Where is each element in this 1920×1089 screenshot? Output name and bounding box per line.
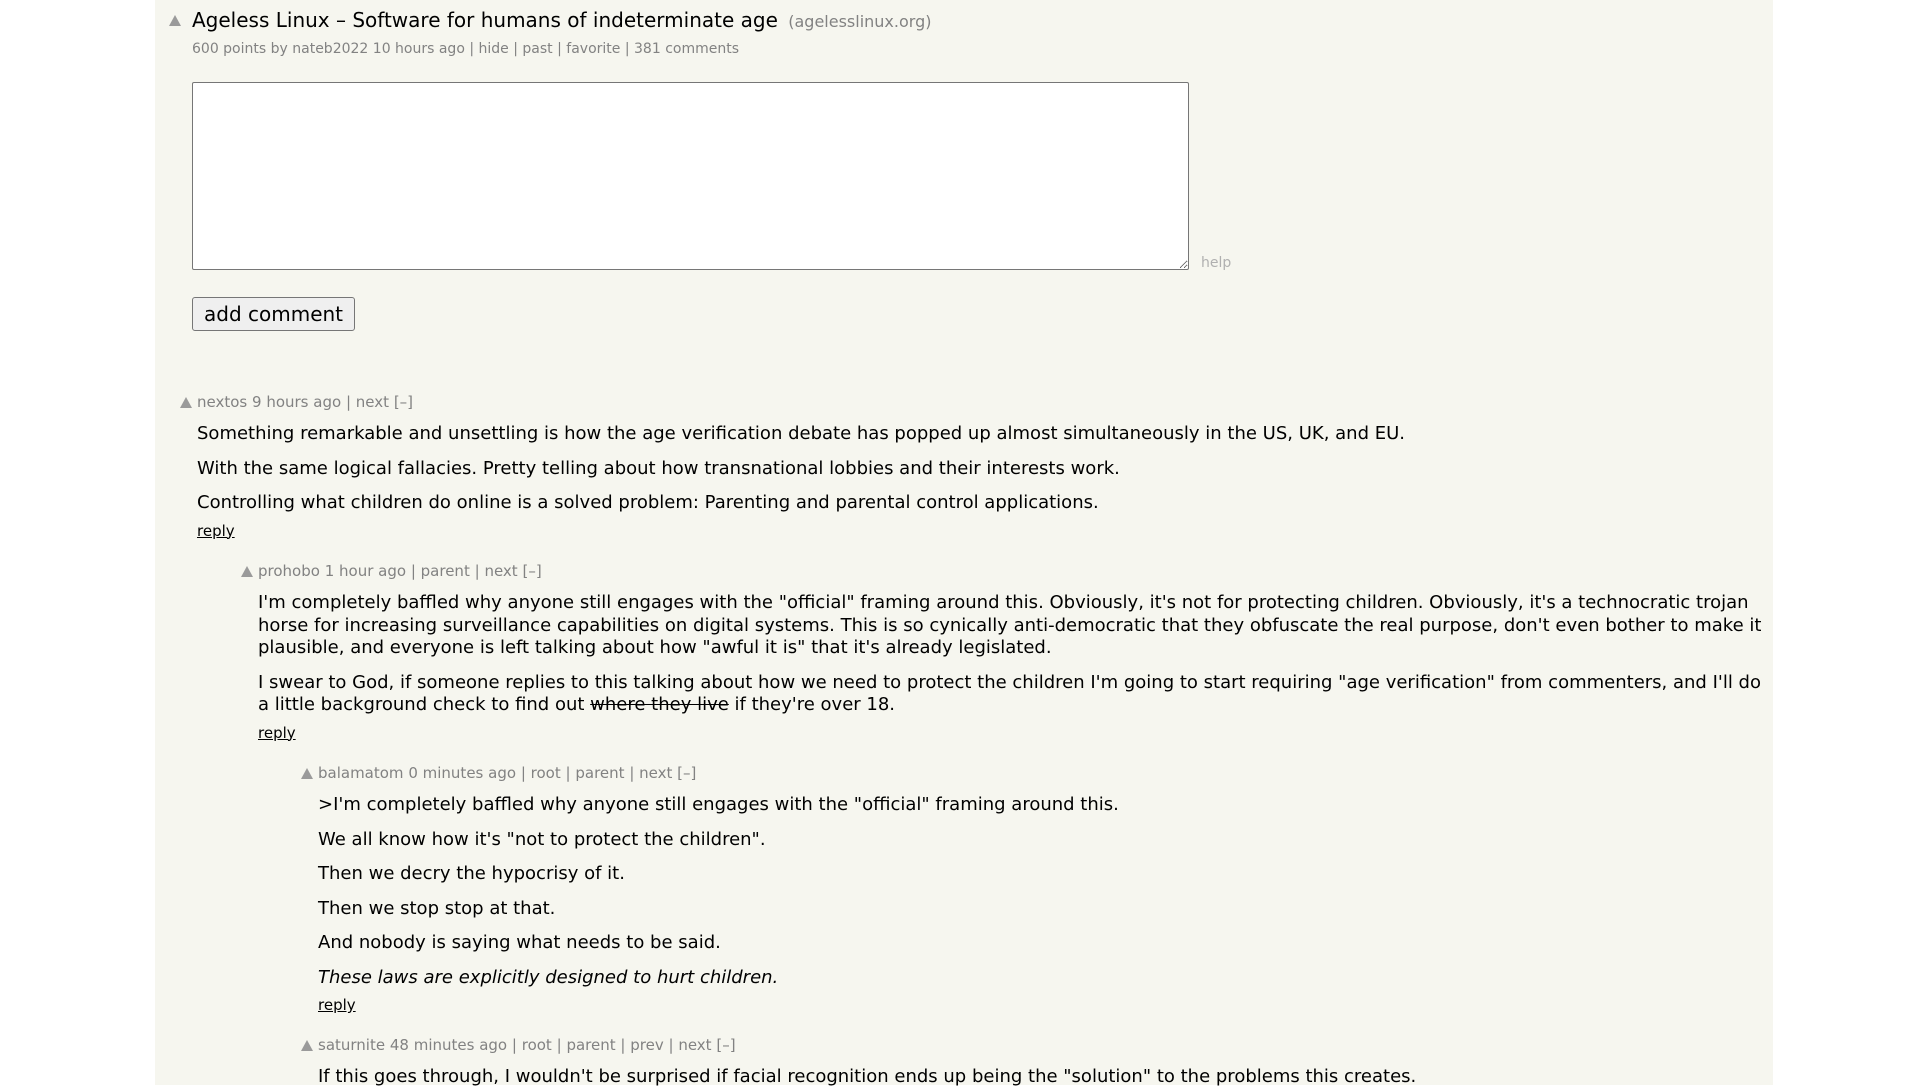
comment-age-link[interactable]: 0 minutes ago <box>408 764 517 782</box>
story-age-link[interactable]: 10 hours ago <box>372 41 465 57</box>
separator: | <box>410 562 416 580</box>
collapse-toggle[interactable]: [–] <box>522 562 542 580</box>
page-content <box>155 0 1773 1085</box>
comments-count-link[interactable]: 381 comments <box>634 41 739 57</box>
story-subtext <box>192 41 739 57</box>
collapse-toggle[interactable]: [–] <box>716 1036 736 1054</box>
reply-row <box>258 724 1763 742</box>
reply-row <box>318 996 1763 1014</box>
comment-paragraph: If this goes through, I wouldn't be surprised if facial recognition ends up being the "solution" to the problems this creates. <box>318 1066 1417 1087</box>
parent-link[interactable]: parent <box>420 562 470 580</box>
formatting-help-link[interactable]: help <box>1201 255 1232 271</box>
story-title-line <box>192 8 931 32</box>
separator: | <box>469 41 475 57</box>
comment-paragraph: And nobody is saying what needs to be said. <box>318 932 721 953</box>
comment-body <box>318 1066 1763 1089</box>
upvote-arrow-icon[interactable] <box>241 566 253 577</box>
separator: | <box>620 1036 626 1054</box>
collapse-toggle[interactable]: [–] <box>393 393 414 411</box>
comment-age-link[interactable]: 9 hours ago <box>252 393 342 411</box>
comment-user-link[interactable]: balamatom <box>318 764 404 782</box>
comment-nextos <box>197 393 1763 540</box>
story-user-link[interactable]: nateb2022 <box>292 41 369 57</box>
comment-paragraph: We all know how it's "not to protect the children". <box>318 828 766 850</box>
comment-paragraph: >I'm completely baffled why anyone still engages with the "official" framing around this. <box>318 794 1119 815</box>
comment-age-link[interactable]: 1 hour ago <box>324 562 407 580</box>
hide-link[interactable]: hide <box>478 41 509 57</box>
reply-row <box>197 522 1763 540</box>
prev-link[interactable]: prev <box>630 1036 664 1054</box>
comment-paragraph-italic: These laws are explicitly designed to hurt children. <box>318 966 779 988</box>
next-link[interactable]: next <box>639 764 673 782</box>
comment-paragraph: With the same logical fallacies. Pretty telling about how transnational lobbies and their interests work. <box>197 457 1120 479</box>
upvote-arrow-icon[interactable] <box>301 768 313 779</box>
comment-user-link[interactable]: nextos <box>197 393 248 411</box>
comment-user-link[interactable]: saturnite <box>318 1036 386 1054</box>
past-link[interactable]: past <box>522 41 553 57</box>
next-link[interactable]: next <box>678 1036 712 1054</box>
upvote-arrow-icon[interactable] <box>180 397 192 408</box>
separator: | <box>513 41 518 57</box>
separator: | <box>565 764 571 782</box>
reply-link[interactable]: reply <box>197 521 235 540</box>
story-site[interactable]: (agelesslinux.org) <box>788 12 932 31</box>
comment-text: I swear to God, if someone replies to this talking about how we need to protect the children I'm going to start requiring "age verification" from commenters, and I'll do a little background check to find out <box>258 671 1761 715</box>
comment-paragraph: Then we stop stop at that. <box>318 897 556 919</box>
favorite-link[interactable]: favorite <box>566 41 621 57</box>
separator: | <box>557 41 562 57</box>
separator: | <box>556 1036 562 1054</box>
comment-header <box>318 764 1763 784</box>
parent-link[interactable]: parent <box>575 764 625 782</box>
story-upvote-arrow-icon[interactable] <box>169 15 181 26</box>
reply-link[interactable]: reply <box>258 723 296 742</box>
comment-saturnite <box>318 1036 1763 1089</box>
comment-paragraph: Something remarkable and unsettling is how the age verification debate has popped up almost simultaneously in the US, UK, and EU. <box>197 423 1406 444</box>
comment-balamatom <box>318 764 1763 1014</box>
comment-body <box>258 592 1763 717</box>
separator: | <box>345 393 352 411</box>
separator: | <box>474 562 480 580</box>
parent-link[interactable]: parent <box>566 1036 616 1054</box>
story-by-label: by <box>270 41 288 57</box>
comment-text: if they're over 18. <box>728 694 896 715</box>
comment-body <box>197 423 1763 515</box>
strikethrough-text: where they live <box>590 694 729 715</box>
root-link[interactable]: root <box>530 764 561 782</box>
separator: | <box>511 1036 517 1054</box>
story-title-link[interactable]: Ageless Linux – Software for humans of indeterminate age <box>192 8 778 32</box>
comment-header <box>258 562 1763 582</box>
comment-age-link[interactable]: 48 minutes ago <box>389 1036 508 1054</box>
comment-header <box>318 1036 1763 1056</box>
comment-prohobo <box>258 562 1763 742</box>
next-link[interactable]: next <box>484 562 518 580</box>
story-points: 600 points <box>192 41 267 57</box>
comment-paragraph: I'm completely baffled why anyone still engages with the "official" framing around this. Obviously, it's not for protecting children. Obviously, it's a technocratic trojan horse for increasing surveillance capabilities on digital systems. This is so cynically anti-democratic that they obfuscate the real purpose, don't even bother to make it plausible, and everyone is left talking about how "awful it is" that it's already legislated. <box>258 592 1762 658</box>
add-comment-button[interactable]: add comment <box>192 297 355 331</box>
separator: | <box>668 1036 674 1054</box>
next-link[interactable]: next <box>355 393 390 411</box>
separator: | <box>520 764 526 782</box>
collapse-toggle[interactable]: [–] <box>677 764 697 782</box>
comment-paragraph <box>258 672 1763 717</box>
root-link[interactable]: root <box>521 1036 552 1054</box>
comment-textarea[interactable] <box>192 82 1189 270</box>
upvote-arrow-icon[interactable] <box>301 1040 313 1051</box>
comment-paragraph: Then we decry the hypocrisy of it. <box>318 863 625 884</box>
comment-header <box>197 393 1763 413</box>
separator: | <box>624 41 630 57</box>
reply-link[interactable]: reply <box>318 996 356 1014</box>
separator: | <box>629 764 635 782</box>
comment-user-link[interactable]: prohobo <box>258 562 320 580</box>
comment-body <box>318 794 1763 989</box>
comment-paragraph: Controlling what children do online is a solved problem: Parenting and parental control applications. <box>197 492 1099 513</box>
